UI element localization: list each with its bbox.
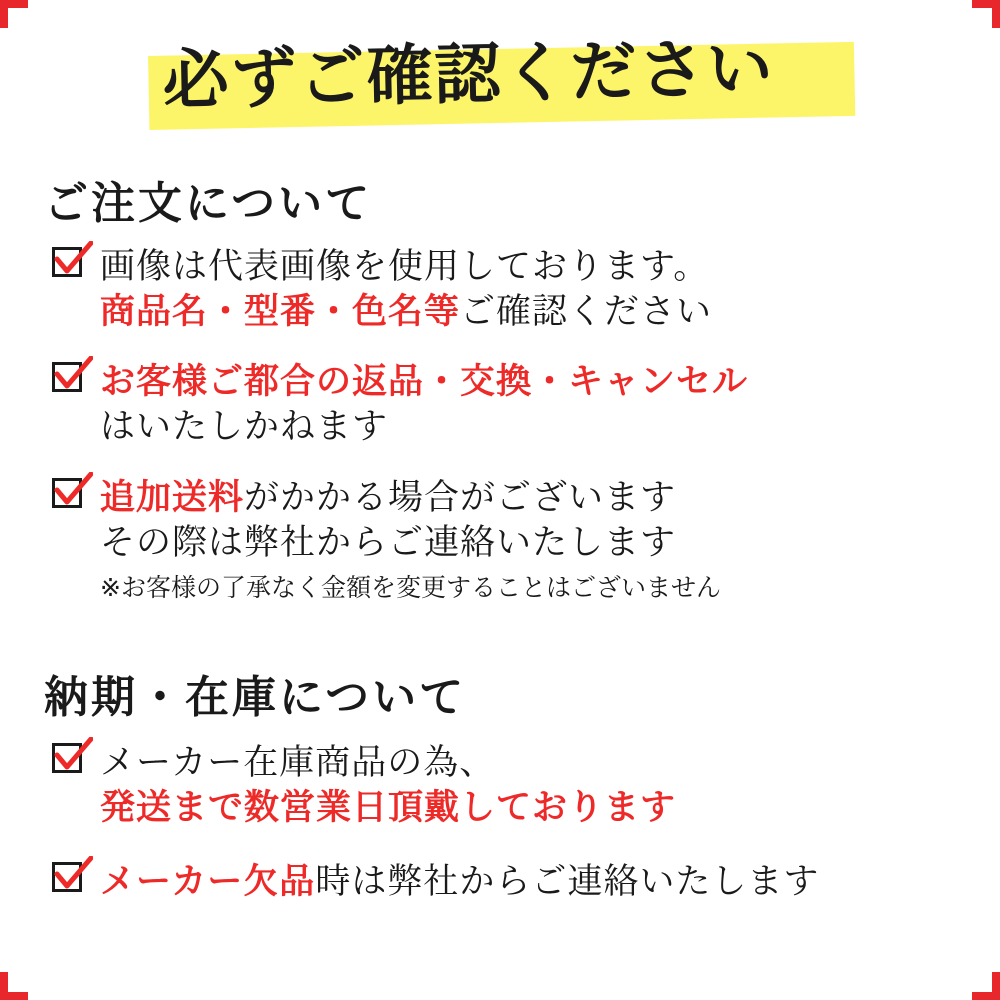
list-item: [44, 860, 964, 905]
section-delivery-stock: [44, 672, 964, 927]
list-item: [44, 245, 964, 335]
item-line: [100, 476, 964, 521]
item-note: ※お客様の了承なく金額を変更することはございません: [100, 572, 721, 602]
section-orders: [44, 178, 964, 626]
list-item: [44, 360, 964, 450]
checkbox-checked-icon: [52, 478, 86, 512]
checkbox-checked-icon: [52, 862, 86, 896]
item-line-black: がかかる場合がございます: [244, 477, 677, 518]
item-line-red: メーカー欠品: [100, 862, 316, 903]
item-line: その際は弊社からご連絡いたします: [100, 522, 677, 563]
item-line: お客様ご都合の返品・交換・キャンセル: [100, 362, 749, 403]
page-title: 必ずご確認ください: [161, 29, 776, 119]
item-line: [100, 860, 964, 905]
list-item: [44, 476, 964, 604]
item-line: 発送まで数営業日頂戴しております: [100, 787, 677, 828]
item-line: [100, 290, 964, 335]
list-item: [44, 741, 964, 831]
checkbox-checked-icon: [52, 247, 86, 281]
checkbox-checked-icon: [52, 362, 86, 396]
section-heading: 納期・在庫について: [44, 672, 467, 723]
item-line: 画像は代表画像を使用しております。: [100, 246, 710, 287]
section-heading: ご注文について: [44, 178, 373, 229]
title-banner: [148, 29, 868, 142]
item-line-black: 時は弊社からご連絡いたします: [315, 862, 820, 903]
item-line-red: 商品名・型番・色名等: [100, 291, 461, 332]
checkbox-checked-icon: [52, 743, 86, 777]
item-line-red: 追加送料: [100, 477, 245, 518]
item-line: はいたしかねます: [100, 407, 389, 448]
item-line: メーカー在庫商品の為、: [100, 742, 496, 783]
item-line-black: ご確認ください: [460, 291, 713, 332]
